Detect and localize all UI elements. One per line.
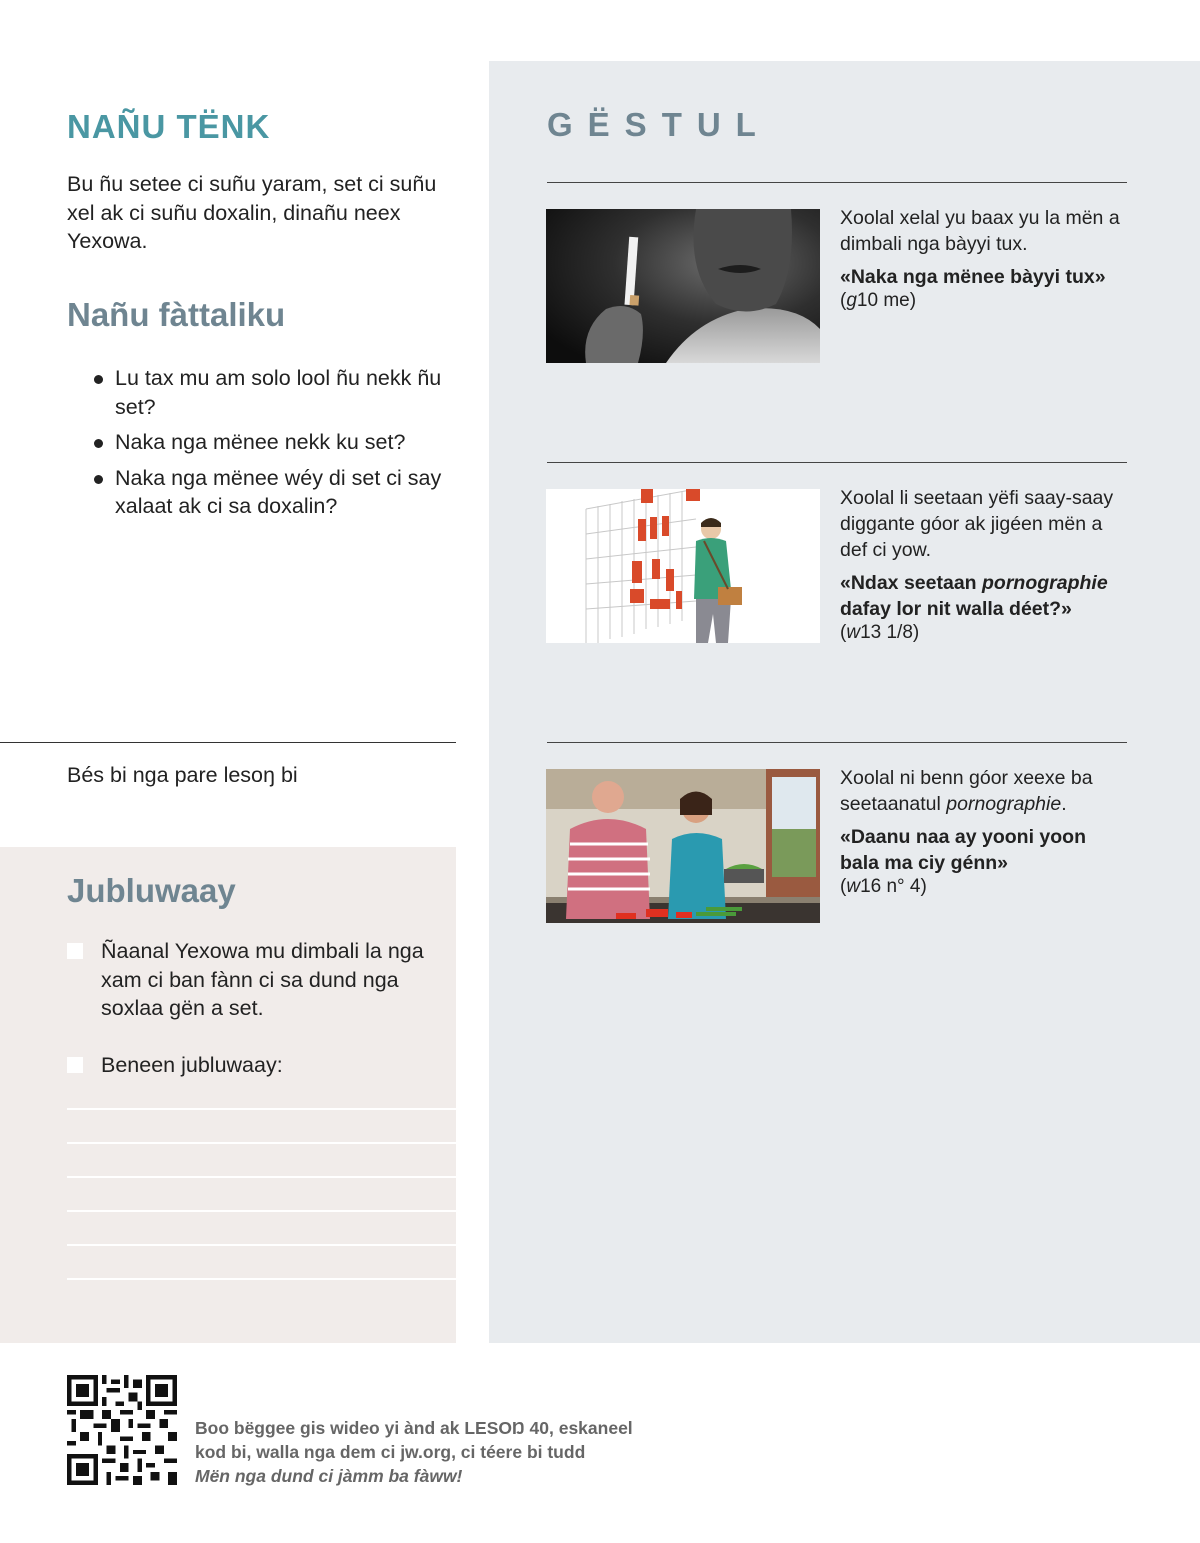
- explore-item: [840, 765, 1130, 898]
- goal-writing-line[interactable]: [67, 1210, 456, 1212]
- man-holding-cigarette-photo[interactable]: [546, 209, 820, 363]
- review-questions: [90, 364, 450, 528]
- goal-item: [67, 937, 447, 1027]
- young-man-walking-illustration[interactable]: [546, 489, 820, 643]
- explore-item-description: Xoolal li seetaan yëfi saay-saay diggante góor ak jigéen mën a def ci yow.: [840, 487, 1114, 561]
- summary-text: Bu ñu setee ci suñu yaram, set ci suñu xel ak ci suñu doxalin, dinañu neex Yexowa.: [67, 172, 437, 253]
- publication-reference: (w13 1/8): [840, 622, 920, 643]
- explore-item: [840, 205, 1130, 312]
- explore-title: GËSTUL: [547, 106, 771, 143]
- divider: [547, 462, 1127, 463]
- footer-line: Boo bëggee gis wideo yi ànd ak LESOŊ 40, eskaneel: [195, 1418, 633, 1438]
- review-question: Lu tax mu am solo lool ñu nekk ñu set?: [90, 364, 450, 421]
- goal-checkbox[interactable]: [67, 1057, 83, 1073]
- goal-writing-line[interactable]: [67, 1278, 456, 1280]
- divider: [547, 742, 1127, 743]
- goal-item: [67, 1051, 447, 1081]
- divider: [547, 182, 1127, 183]
- explore-item: [840, 485, 1130, 644]
- explore-item-description: Xoolal ni benn góor xeexe ba seetaanatul pornographie.: [840, 767, 1093, 815]
- goal-item-label: Beneen jubluwaay:: [101, 1053, 283, 1077]
- goal-box: [0, 847, 456, 1343]
- divider: [0, 742, 456, 743]
- goal-writing-line[interactable]: [67, 1142, 456, 1144]
- completion-date-label: Bés bi nga pare lesoŋ bi: [67, 763, 298, 787]
- explore-article-link[interactable]: «Ndax seetaan pornographie dafay lor nit walla déet?»: [840, 572, 1108, 620]
- goal-item-label: Ñaanal Yexowa mu dimbali la nga xam ci ban fànn ci sa dund nga soxlaa gën a set.: [101, 939, 424, 1020]
- summary-title: NAÑU TËNK: [67, 108, 271, 145]
- footer-line: kod bi, walla nga dem ci jw.org, ci téere bi tudd: [195, 1442, 586, 1462]
- review-title: Nañu fàttaliku: [67, 296, 286, 333]
- review-question: Naka nga mënee wéy di set ci say xalaat ak ci sa doxalin?: [90, 464, 450, 521]
- goal-title: Jubluwaay: [67, 872, 236, 909]
- goal-writing-line[interactable]: [67, 1176, 456, 1178]
- goal-checkbox[interactable]: [67, 943, 83, 959]
- explore-article-link[interactable]: «Daanu naa ay yooni yoon bala ma ciy génn»: [840, 826, 1086, 874]
- book-title-link[interactable]: Mën nga dund ci jàmm ba fàww!: [195, 1466, 463, 1486]
- goal-writing-line[interactable]: [67, 1244, 456, 1246]
- couple-cooking-photo[interactable]: [546, 769, 820, 923]
- goal-writing-line[interactable]: [67, 1108, 456, 1110]
- review-question: Naka nga mënee nekk ku set?: [90, 428, 450, 457]
- explore-article-link[interactable]: «Naka nga mënee bàyyi tux»: [840, 266, 1106, 288]
- qr-code[interactable]: [67, 1375, 177, 1485]
- publication-reference: (g10 me): [840, 290, 917, 311]
- explore-item-description: Xoolal xelal yu baax yu la mën a dimbali nga bàyyi tux.: [840, 207, 1120, 255]
- publication-reference: (w16 n° 4): [840, 876, 927, 897]
- footer-note: [195, 1416, 795, 1488]
